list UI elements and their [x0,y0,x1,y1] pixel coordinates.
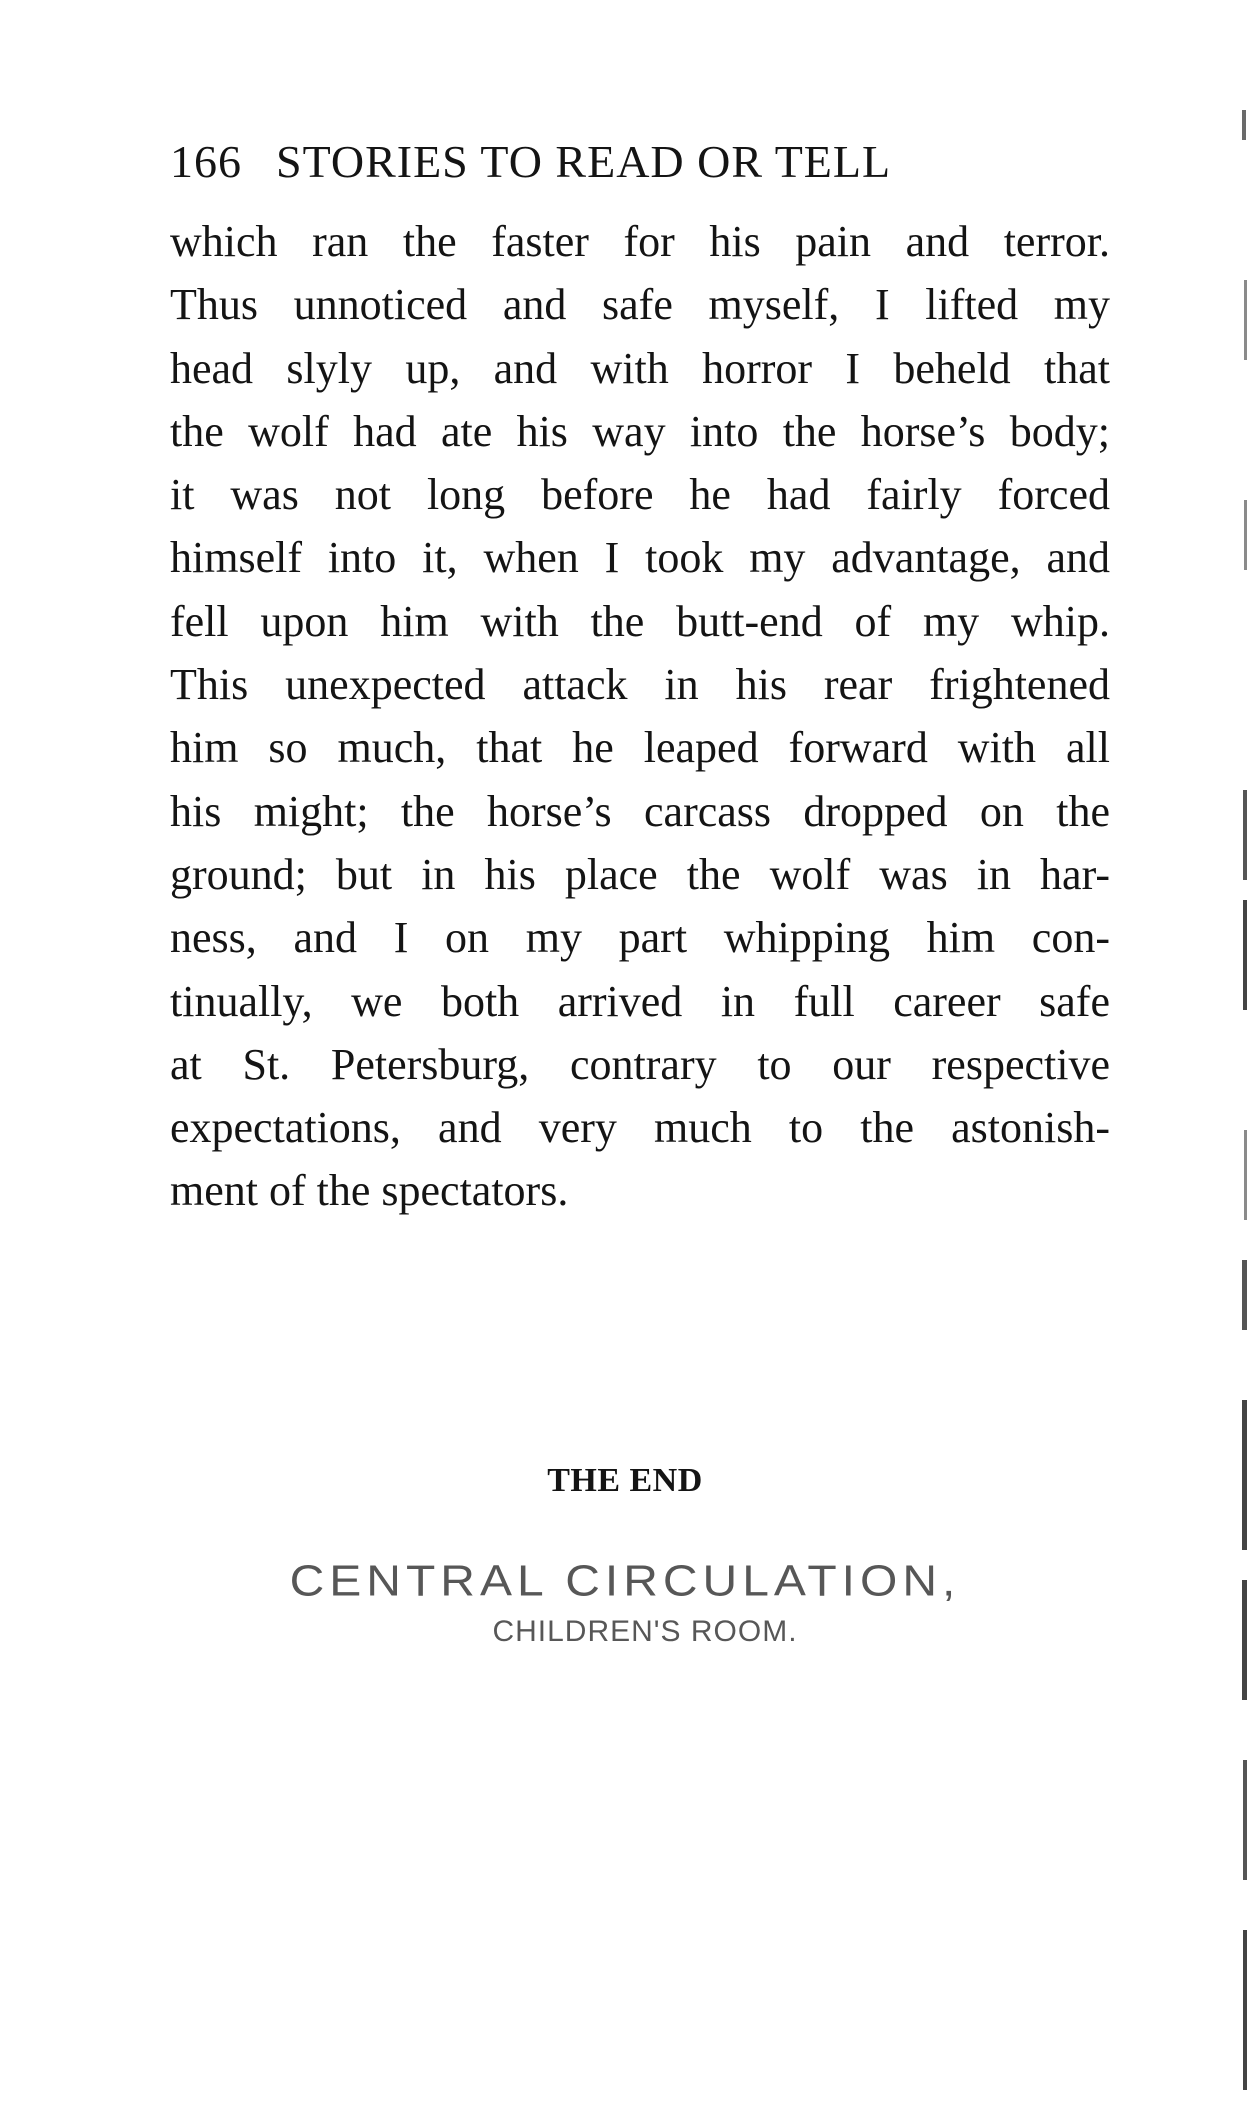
library-stamp [0,1552,1250,1652]
running-title: STORIES TO READ OR TELL [276,136,892,187]
body-paragraph [170,210,1110,1223]
stamp-line-childrens-room: CHILDREN'S ROOM. [492,1615,798,1648]
text-line: ment of the spectators. [170,1166,569,1216]
text-line: head slyly up, and with horror I beheld that [170,343,1110,393]
text-line: it was not long before he had fairly forced [170,470,1110,520]
text-line: Thus unnoticed and safe myself, I lifted my [170,280,1110,330]
page-number: 166 [170,136,242,187]
text-line: ness, and I on my part whipping him con- [170,913,1110,963]
text-line: the wolf had ate his way into the horse’s body; [170,406,1110,456]
text-line: which ran the faster for his pain and terror. [170,217,1110,266]
text-line: expectations, and very much to the astonish- [170,1103,1110,1153]
text-line: fell upon him with the butt-end of my whip. [170,596,1110,646]
running-head [170,132,1110,192]
text-line: his might; the horse’s carcass dropped on the [170,786,1110,836]
text-line: tinually, we both arrived in full career safe [170,976,1110,1026]
the-end-heading: THE END [547,1462,703,1499]
text-line: ground; but in his place the wolf was in har- [170,849,1110,899]
text-line: himself into it, when I took my advantage, and [170,533,1110,583]
text-line: him so much, that he leaped forward with all [170,723,1110,773]
text-line: at St. Petersburg, contrary to our respective [170,1039,1110,1089]
page-edge-shadow [1238,0,1250,2103]
text-line: This unexpected attack in his rear frightened [170,660,1110,710]
stamp-line-central-circulation: CENTRAL CIRCULATION, [289,1557,961,1606]
